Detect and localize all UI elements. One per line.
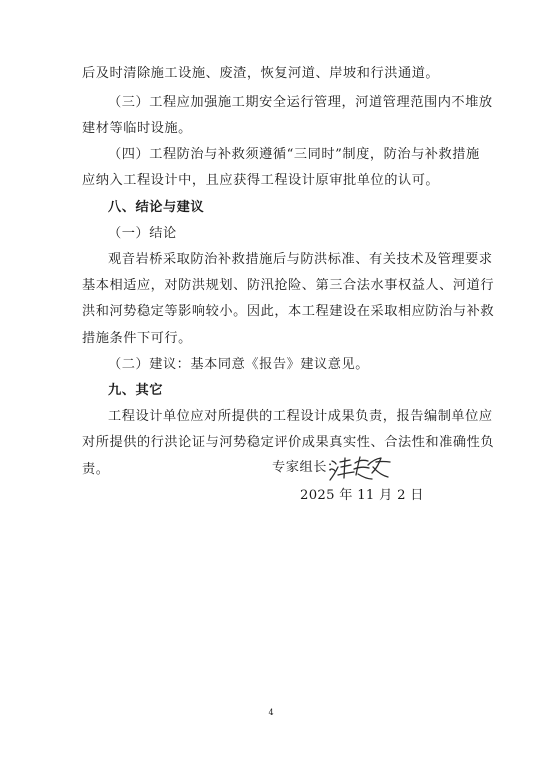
body-line: 后及时清除施工设施、废渣，恢复河道、岸坡和行洪通道。 (82, 66, 440, 81)
body-line: 建材等临时设施。 (82, 121, 192, 136)
signing-date: 2025 年 11 月 2 日 (300, 488, 424, 503)
section-heading-8: 八、结论与建议 (108, 200, 205, 215)
section-heading-9: 九、其它 (108, 383, 163, 398)
subheading-suggestion: （二）建议：基本同意《报告》建议意见。 (108, 357, 370, 372)
body-line: 基本相适应，对防洪规划、防汛抢险、第三合法水事权益人、河道行 (82, 278, 495, 293)
body-line: 洪和河势稳定等影响较小。因此，本工程建设在采取相应防治与补救 (82, 304, 495, 319)
body-line: 应纳入工程设计中，且应获得工程设计原审批单位的认可。 (82, 173, 440, 188)
body-line: 观音岩桥采取防治补救措施后与防洪标准、有关技术及管理要求 (108, 252, 493, 267)
body-line: 责。 (82, 462, 110, 477)
subheading-conclusion: （一）结论 (108, 226, 177, 241)
item-four: （四）工程防治与补救须遵循“三同时”制度，防治与补救措施 (108, 147, 480, 162)
item-three: （三）工程应加强施工期安全运行管理，河道管理范围内不堆放 (108, 95, 493, 110)
handwritten-signature (328, 453, 394, 483)
page-number: 4 (268, 708, 274, 717)
signature-label: 专家组长： (272, 460, 341, 475)
body-line: 工程设计单位应对所提供的工程设计成果负责，报告编制单位应 (108, 409, 493, 424)
body-line: 对所提供的行洪论证与河势稳定评价成果真实性、合法性和准确性负 (82, 435, 495, 450)
body-line: 措施条件下可行。 (82, 331, 192, 346)
